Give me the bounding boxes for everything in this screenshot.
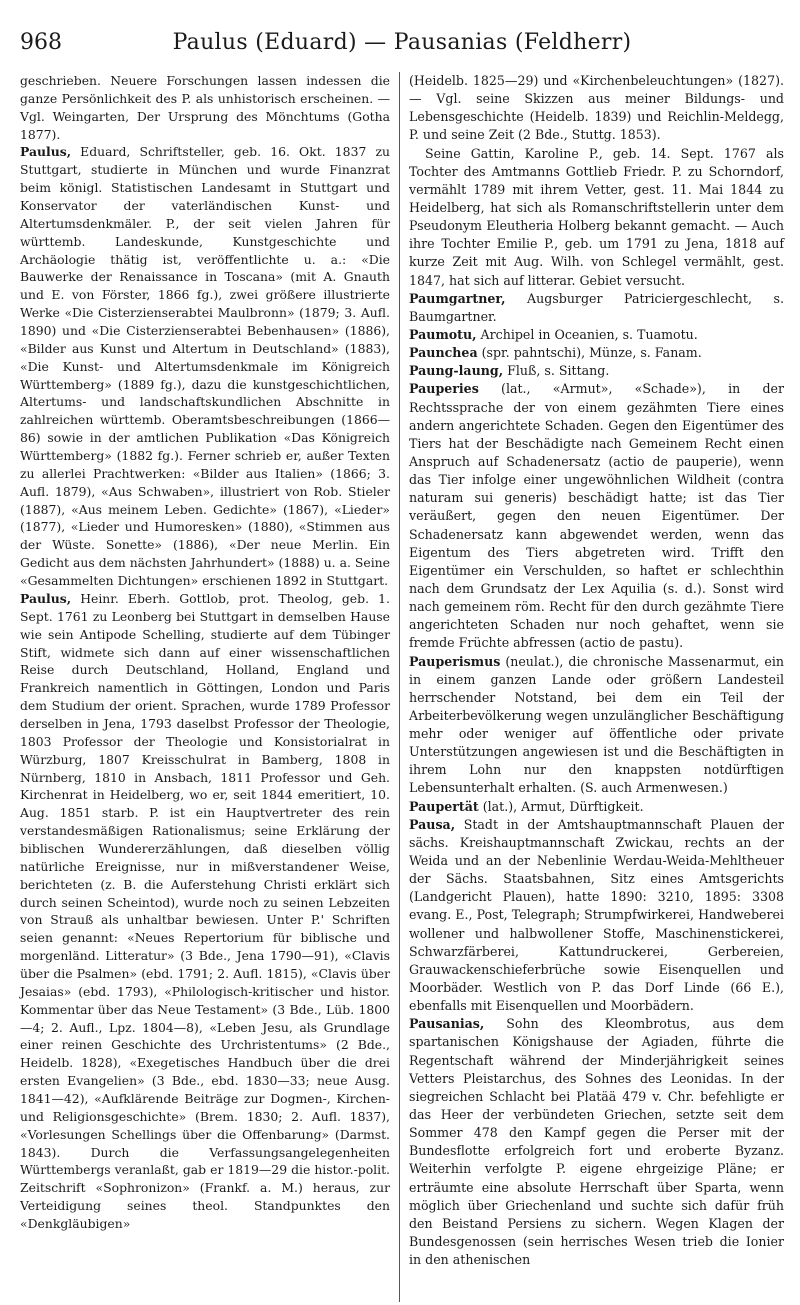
entry-text: Fluß, s. Sittang.	[503, 363, 610, 379]
dictionary-entry	[20, 143, 390, 589]
dictionary-entry	[409, 326, 784, 344]
entry-headword: Pauperismus	[409, 653, 501, 669]
paragraph	[409, 145, 784, 290]
dictionary-entry	[409, 362, 784, 380]
entry-headword: Pauperies	[409, 381, 479, 397]
entry-headword: Paung-laung,	[409, 363, 504, 379]
left-column	[20, 72, 390, 1233]
entry-text: (neulat.), die chronische Massenarmut, ein in einem ganzen Lande oder größern Landesteil herrschender Notstand, bei dem ein Teil der Arbeiterbevölkerung wegen unzulänglicher Beschäftigung mehr oder weniger auf öffentliche oder private Unterstützungen angewiesen ist und die Beschäftigten in ihrem Lohn nur den knappsten notdürftigen Lebensunterhalt erhalten. (S. auch Armenwesen.)	[409, 653, 784, 796]
entry-text: Augsburger Patriciergeschlecht, s. Baumgartner.	[409, 290, 784, 324]
entry-headword: Paumotu,	[409, 326, 477, 342]
entry-text: geschrieben. Neuere Forschungen lassen indessen die ganze Persönlichkeit des P. als unhistorisch erscheinen. — Vgl. Weingarten, Der Ursprung des Mönchtums (Gotha 1877).	[20, 73, 390, 142]
paragraph	[409, 72, 784, 145]
entry-headword: Paulus,	[20, 144, 72, 160]
dictionary-entry	[409, 798, 784, 816]
entry-headword: Paulus,	[20, 590, 72, 606]
page-header	[20, 30, 784, 60]
entry-text: Sohn des Kleombrotus, aus dem spartanischen Königshause der Agiaden, führte die Regentschaft während der Minderjährigkeit seines Vetters Pleistarchus, des Sohnes des Leonidas. In der siegreichen Schlacht bei Platää 479 v. Chr. befehligte er das Heer der verbündeten Griechen, setzte seit dem Sommer 478 den Kampf gegen die Perser mit der Bundesflotte erfolgreich fort und eroberte Byzanz. Weiterhin verfolgte P. eigene ehrgeizige Pläne; er erträumte eine absolute Herrschaft über Sparta, wenn möglich über Griechenland und suchte sich dafür früh den Beistand Persiens zu sichern. Wegen Klagen der Bundesgenossen (sein herrisches Wesen trieb die Ionier in den athenischen	[409, 1016, 784, 1268]
dictionary-entry	[409, 1015, 784, 1269]
dictionary-entry	[409, 344, 784, 362]
entry-text: (lat.), Armut, Dürftigkeit.	[478, 798, 644, 814]
entry-text: Eduard, Schriftsteller, geb. 16. Okt. 1837 zu Stuttgart, studierte in München und wurde Finanzrat beim königl. Statistischen Landesamt in Stuttgart und Konservator der vaterländischen Kunst- und Altertumsdenkmäler. P., der seit vielen Jahren für württemb. Landeskunde, Kunstgeschichte und Archäologie thätig ist, veröffentlichte u. a.: «Die Bauwerke der Renaissance in Toscana» (mit A. Gnauth und E. von Förster, 1866 fg.), zwei größere illustrierte Werke «Die Cisterzienserabtei Maulbronn» (1879; 3. Aufl. 1890) und «Die Cisterzienserabtei Bebenhausen» (1886), «Bilder aus Kunst und Altertum in Deutschland» (1883), «Die Kunst- und Altertumsdenkmale im Königreich Württemberg» (1889 fg.), dazu die kunstgeschichtlichen, Altertums- und landschaftskundlichen Abschnitte in zahlreichen württemb. Oberamtsbeschreibungen (1866—86) sowie in der amtlichen Publikation «Das Königreich Württemberg» (1882 fg.). Ferner schrieb er, außer Texten zu allerlei Prachtwerken: «Bilder aus Italien» (1866; 3. Aufl. 1879), «Aus Schwaben», illustriert von Rob. Stieler (1887), «Aus meinem Leben. Gedichte» (1867), «Lieder» (1877), «Lieder und Humoresken» (1880), «Stimmen aus der Wüste. Sonette» (1886), «Der neue Merlin. Ein Gedicht aus dem nächsten Jahrhundert» (1888) u. a. Seine «Gesammelten Dichtungen» erschienen 1892 in Stuttgart.	[20, 144, 390, 589]
entry-text: Stadt in der Amtshauptmannschaft Plauen der sächs. Kreishauptmannschaft Zwickau, rechts an der Weida und an der Nebenlinie Werdau-Weida-Mehltheuer der Sächs. Staatsbahnen, Sitz eines Amtsgerichts (Landgericht Plauen), hatte 1890: 3210, 1895: 3308 evang. E., Post, Telegraph; Strumpfwirkerei, Handweberei wollener und halbwollener Stoffe, Maschinenstickerei, Schwarzfärberei, Kattundruckerei, Gerbereien, Grauwackenschieferbrüche sowie Eisenquellen und Moorbäder. Westlich von P. das Dorf Linde (66 E.), ebenfalls mit Eisenquellen und Moorbädern.	[409, 816, 784, 1014]
entry-headword: Paumgartner,	[409, 290, 506, 306]
column-divider	[399, 72, 400, 1302]
entry-headword: Pausa,	[409, 816, 456, 832]
entry-text: Seine Gattin, Karoline P., geb. 14. Sept. 1767 als Tochter des Amtmanns Gottlieb Friedr. P. zu Schorndorf, vermählt 1789 mit ihrem Vetter, gest. 11. Mai 1844 zu Heidelberg, hat sich als Romanschriftstellerin unter dem Pseudonym Eleutheria Holberg bekannt gemacht. — Auch ihre Tochter Emilie P., geb. um 1791 zu Jena, 1818 auf kurze Zeit mit Aug. Wilh. von Schlegel vermählt, gest. 1847, hat sich auf litterar. Gebiet versucht.	[409, 145, 784, 288]
entry-text: (lat., «Armut», «Schade»), in der Rechtssprache der von einem gezähmten Tiere eines andern angerichtete Schaden. Gegen den Eigentümer des Tiers hat der Beschädigte nach Gemeinem Recht einen Anspruch auf Schadenersatz (actio de pauperie), wenn das Tier infolge einer ungewöhnlichen Wildheit (contra naturam sui generis) beschädigt hatte; ist das Tier veräußert, gegen den neuen Eigentümer. Der Schadenersatz kann abgewendet werden, wenn das Eigentum des Tiers abgetreten wird. Trifft den Eigentümer ein Verschulden, so haftet er schlechthin nach dem Grundsatz der Lex Aquilia (s. d.). Sonst wird nach gemeinem röm. Recht für den durch gezähmte Tiere angerichteten Schaden nur noch gehaftet, wenn sie fremde Früchte abfressen (actio de pastu).	[409, 381, 784, 651]
entry-text: Heinr. Eberh. Gottlob, prot. Theolog, geb. 1. Sept. 1761 zu Leonberg bei Stuttgart in demselben Hause wie sein Antipode Schelling, studierte auf dem Tübinger Stift, widmete sich dann auf einer wissenschaftlichen Reise durch Deutschland, Holland, England und Frankreich namentlich in Göttingen, London und Paris dem Studium der orient. Sprachen, wurde 1789 Professor derselben in Jena, 1793 daselbst Professor der Theologie, 1803 Professor der Theologie und Konsistorialrat in Würzburg, 1807 Kreisschulrat in Bamberg, 1808 in Nürnberg, 1810 in Ansbach, 1811 Professor und Geh. Kirchenrat in Heidelberg, wo er, seit 1844 emeritiert, 10. Aug. 1851 starb. P. ist ein Hauptvertreter des rein verstandesmäßigen Rationalismus; seine Erklärung der biblischen Wundererzählungen, daß dieselben völlig natürliche Ereignisse, nur in mißverstandener Weise, berichteten (z. B. die Auferstehung Christi erklärt sich durch seinen Scheintod), wurde noch zu seinen Lebzeiten von Strauß als unhaltbar bewiesen. Unter P.' Schriften seien genannt: «Neues Repertorium für biblische und morgenländ. Litteratur» (3 Bde., Jena 1790—91), «Clavis über die Psalmen» (ebd. 1791; 2. Aufl. 1815), «Clavis über Jesaias» (ebd. 1793), «Philologisch-kritischer und histor. Kommentar über das Neue Testament» (3 Bde., Lüb. 1800—4; 2. Aufl., Lpz. 1804—8), «Leben Jesu, als Grundlage einer reinen Geschichte des Urchristentums» (2 Bde., Heidelb. 1828), «Exegetisches Handbuch über die drei ersten Evangelien» (3 Bde., ebd. 1830—33; neue Ausg. 1841—42), «Aufklärende Beiträge zur Dogmen-, Kirchen- und Religionsgeschichte» (Brem. 1830; 2. Aufl. 1837), «Vorlesungen Schellings über die Offenbarung» (Darmst. 1843). Durch die Verfassungsangelegenheiten Württembergs veranlaßt, gab er 1819—29 die histor.-polit. Zeitschrift «Sophronizon» (Frankf. a. M.) heraus, zur Verteidigung seines theol. Standpunktes den «Denkgläubigen»	[20, 590, 390, 1231]
entry-text: (Heidelb. 1825—29) und «Kirchenbeleuchtungen» (1827). — Vgl. seine Skizzen aus meiner Bildungs- und Lebensgeschichte (Heidelb. 1839) und Reichlin-Meldegg, P. und seine Zeit (2 Bde., Stuttg. 1853).	[409, 73, 784, 143]
dictionary-entry	[409, 290, 784, 326]
dictionary-entry	[409, 653, 784, 798]
dictionary-entry	[20, 590, 390, 1233]
entry-text: (spr. pahntschi), Münze, s. Fanam.	[477, 345, 702, 361]
running-title: Paulus (Eduard) — Pausanias (Feldherr)	[172, 30, 632, 55]
right-column	[409, 72, 784, 1269]
entry-text: Archipel in Oceanien, s. Tuamotu.	[476, 326, 698, 342]
entry-headword: Pausanias,	[409, 1016, 485, 1032]
paragraph	[20, 72, 390, 143]
dictionary-entry	[409, 380, 784, 652]
dictionary-entry	[409, 816, 784, 1016]
entry-headword: Paunchea	[409, 345, 478, 361]
page-number: 968	[20, 30, 62, 55]
entry-headword: Paupertät	[409, 798, 479, 814]
